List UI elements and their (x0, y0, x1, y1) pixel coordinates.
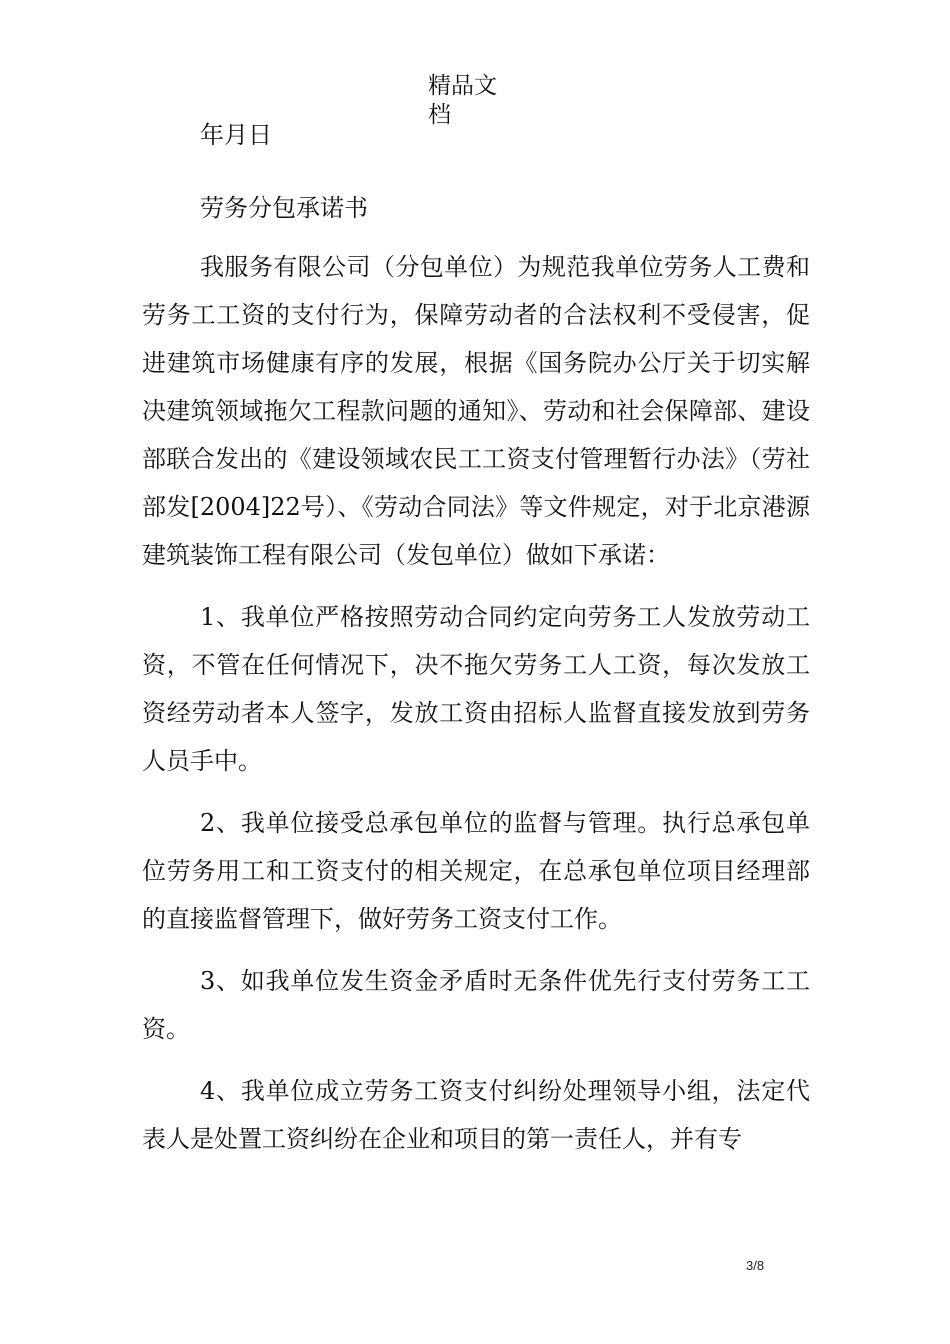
paragraph-item-4: 4、我单位成立劳务工资支付纠纷处理领导小组，法定代表人是处置工资纠纷在企业和项目的第一责任人，并有专 (142, 1077, 810, 1153)
page-header: 精品文档 (428, 73, 497, 128)
paragraph-item-1: 1、我单位严格按照劳动合同约定向劳务工人发放劳动工资，不管在任何情况下，决不拖欠劳务工人工资，每次发放工资经劳动者本人签字，发放工资由招标人监督直接发放到劳务人员手中。 (142, 603, 810, 775)
paragraph-intro: 我服务有限公司（分包单位）为规范我单位劳务人工费和劳务工工资的支付行为，保障劳动者的合法权利不受侵害，促进建筑市场健康有序的发展，根据《国务院办公厅关于切实解决建筑领域拖欠工程款问题的通知》、劳动和社会保障部、建设部联合发出的《建设领域农民工工资支付管理暂行办法》（劳社部发[2004]22号）、《劳动合同法》等文件规定，对于北京港源建筑装饰工程有限公司（发包单位）做如下承诺： (142, 253, 810, 569)
date-line: 年月日 (200, 121, 272, 149)
paragraph-item-2: 2、我单位接受总承包单位的监督与管理。执行总承包单位劳务用工和工资支付的相关规定，在总承包单位项目经理部的直接监督管理下，做好劳务工资支付工作。 (142, 809, 810, 933)
document-title: 劳务分包承诺书 (200, 194, 368, 222)
page-number: 3/8 (746, 1258, 765, 1273)
document-body (142, 243, 810, 1163)
paragraph-item-3: 3、如我单位发生资金矛盾时无条件优先行支付劳务工工资。 (142, 967, 810, 1043)
